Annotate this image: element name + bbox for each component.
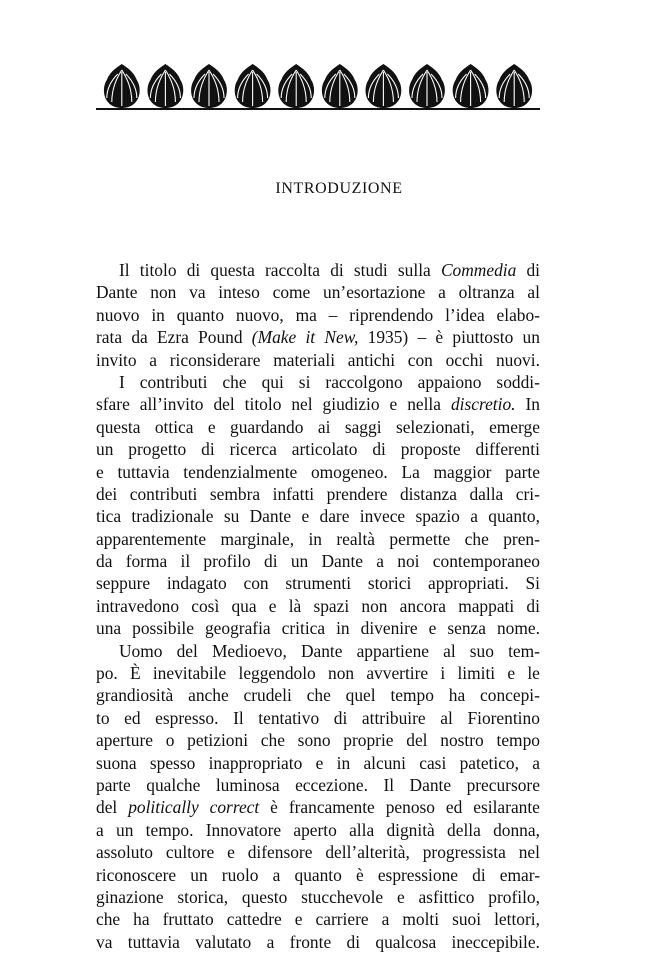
artichoke-ornament-icon bbox=[453, 64, 489, 110]
artichoke-ornament-icon bbox=[278, 64, 314, 110]
text-line: e tuttavia tendenzialmente omogeneo. La maggior parte bbox=[96, 461, 540, 482]
text-line: da forma il profilo di un Dante a noi contemporaneo bbox=[96, 551, 540, 572]
text-line: ginazione storica, questo stucchevole e asfittico profilo, bbox=[96, 886, 540, 907]
artichoke-ornament-icon bbox=[104, 64, 140, 110]
artichoke-ornament-icon bbox=[148, 64, 184, 110]
text-line: seppure indagato con strumenti storici appropriati. Si bbox=[96, 573, 540, 594]
text-line: un progetto di ricerca articolato di proposte differenti bbox=[96, 439, 540, 460]
text-line: tica tradizionale su Dante e dare invece spazio a quanto, bbox=[96, 506, 540, 527]
body-text bbox=[96, 259, 540, 953]
text-line: che ha fruttato cattedre e carriere a molti suoi lettori, bbox=[96, 909, 540, 930]
artichoke-ornament-icon bbox=[235, 64, 271, 110]
header-ornament-band bbox=[96, 58, 540, 110]
text-line: aperture o petizioni che sono proprie del nostro tempo bbox=[96, 730, 540, 751]
text-line: nuovo in quanto nuovo, ma – riprendendo l’idea elabo- bbox=[96, 304, 540, 325]
text-line: grandiosità anche crudeli che quel tempo ha concepi- bbox=[96, 685, 540, 706]
text-line: sfare all’invito del titolo nel giudizio e nella discretio. In bbox=[96, 394, 540, 415]
text-line: suona spesso inappropriato e in alcuni casi patetico, a bbox=[96, 752, 540, 773]
text-line: Dante non va inteso come un’esortazione a oltranza al bbox=[96, 282, 540, 303]
text-line: invito a riconsiderare materiali antichi con occhi nuovi. bbox=[96, 349, 540, 370]
text-line: una possibile geografia critica in divenire e senza nome. bbox=[96, 618, 540, 639]
text-line: del politically correct è francamente penoso ed esilarante bbox=[96, 797, 540, 818]
text-line: parte qualche luminosa eccezione. Il Dante precursore bbox=[96, 774, 540, 795]
text-line: Il titolo di questa raccolta di studi sulla Commedia di bbox=[119, 260, 540, 280]
text-line: apparentemente marginale, in realtà permette che pren- bbox=[96, 528, 540, 549]
text-line: questa ottica e guardando ai saggi selezionati, emerge bbox=[96, 416, 540, 437]
text-line: po. È inevitabile leggendolo non avvertire i limiti e le bbox=[96, 663, 540, 684]
text-line: to ed espresso. Il tentativo di attribuire al Fiorentino bbox=[96, 707, 540, 728]
text-line: riconoscere un ruolo a quanto è espressione di emar- bbox=[96, 864, 540, 885]
text-line: Uomo del Medioevo, Dante appartiene al suo tem- bbox=[119, 640, 540, 661]
artichoke-ornament-icon bbox=[191, 64, 227, 110]
page-title: INTRODUZIONE bbox=[275, 180, 403, 197]
artichoke-ornament-row bbox=[96, 58, 540, 110]
artichoke-ornament-icon bbox=[322, 64, 358, 110]
artichoke-ornament-icon bbox=[366, 64, 402, 110]
artichoke-ornament-icon bbox=[409, 64, 445, 110]
header-rule bbox=[96, 108, 540, 110]
artichoke-ornament-icon bbox=[496, 64, 532, 110]
text-line: intravedono così qua e là spazi non ancora mappati di bbox=[96, 595, 540, 616]
text-line: assoluto cultore e difensore dell’alterità, progressista nel bbox=[96, 842, 540, 863]
text-line: a un tempo. Innovatore aperto alla dignità della donna, bbox=[96, 819, 540, 840]
text-line: va tuttavia valutato a fronte di qualcosa ineccepibile. bbox=[96, 931, 540, 952]
text-line: dei contributi sembra infatti prendere distanza dalla cri- bbox=[96, 483, 540, 504]
text-line: I contributi che qui si raccolgono appaiono soddi- bbox=[119, 371, 540, 392]
text-line: rata da Ezra Pound (Make it New, 1935) – è piuttosto un bbox=[96, 327, 540, 348]
